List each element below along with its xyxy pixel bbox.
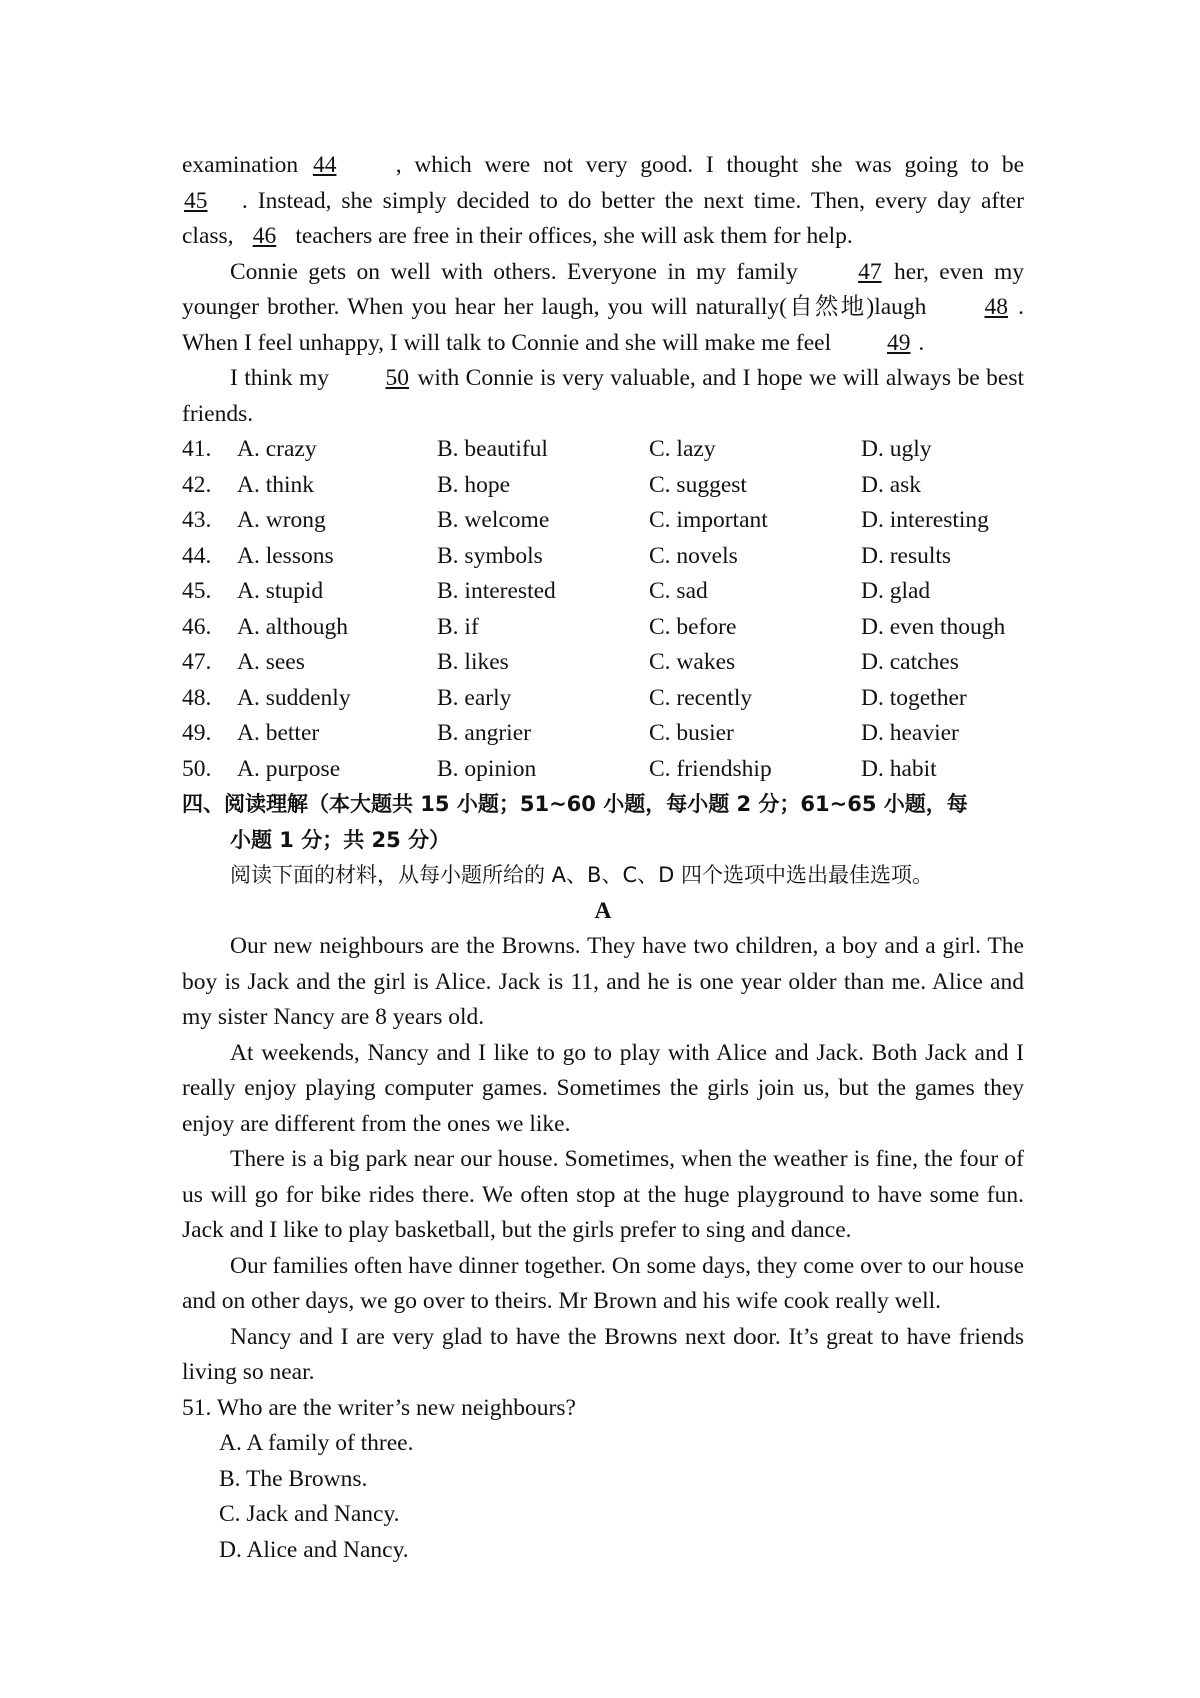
option-a: A. think: [237, 471, 315, 498]
blank-46: 46: [252, 223, 277, 249]
option-row-43: [182, 503, 1024, 539]
option-b: B. beautiful: [437, 436, 548, 462]
option-a: A. better: [237, 720, 320, 746]
cloze-text: Connie gets on well with others. Everyone in my family: [230, 258, 809, 285]
question-number: 50.: [182, 755, 212, 782]
cloze-line-1: [182, 148, 1024, 184]
option-d: D. ask: [861, 471, 922, 498]
option-c: C. sad: [649, 578, 708, 604]
option-d: D. ugly: [861, 436, 932, 462]
passage-paragraph-4: Our families often have dinner together. On some days, they come over to our house and on other days, we go over to theirs. Mr Brown and his wife cook really well.: [182, 1252, 1024, 1314]
option-d: D. habit: [861, 755, 937, 782]
option-b: B. symbols: [437, 542, 543, 569]
option-d: D. even though: [861, 613, 1006, 640]
option-b: B. The Browns.: [219, 1465, 368, 1492]
option-d: D. together: [861, 684, 967, 711]
cloze-text: her, even my younger brother. When you hear her laugh, you will naturally(自然地)laugh: [182, 258, 1024, 320]
question-number: 47.: [182, 649, 212, 675]
option-c: C. Jack and Nancy.: [219, 1501, 400, 1527]
passage-paragraph-3: There is a big park near our house. Sometimes, when the weather is fine, the four of us will go for bike rides there. We often stop at the huge playground to have some fun. Jack and I like to play basketball, but the girls prefer to sing and dance.: [182, 1146, 1024, 1243]
cloze-text: with Connie is very valuable, and I hope we will always be best friends.: [182, 365, 1024, 427]
option-c: C. before: [649, 613, 737, 640]
option-row-41: [182, 432, 1024, 468]
option-a: A. sees: [237, 649, 305, 675]
passage-paragraph-1: Our new neighbours are the Browns. They have two children, a boy and a girl. The boy is Jack and the girl is Alice. Jack is 11, and he is one year older than me. Alice and my sister Nancy are 8 years old.: [182, 933, 1024, 1030]
cloze-text: .: [912, 329, 925, 356]
question-number: 45.: [182, 578, 212, 604]
blank-44: 44: [312, 152, 337, 178]
option-d: D. interesting: [861, 507, 989, 533]
option-a: A. stupid: [237, 578, 324, 604]
passage-letter: A: [594, 897, 612, 924]
question-number: 49.: [182, 720, 212, 746]
option-a: A. crazy: [237, 436, 317, 462]
cloze-paragraph-3: [182, 361, 1024, 432]
option-a: A. although: [237, 613, 348, 640]
cloze-text: . When I feel unhappy, I will talk to Connie and she will make me feel: [182, 294, 1024, 356]
page-content: [182, 148, 1024, 1568]
option-d: D. catches: [861, 649, 959, 675]
blank-50: 50: [385, 365, 409, 391]
option-d: D. heavier: [861, 720, 959, 746]
option-b: B. if: [437, 613, 479, 640]
option-c: C. lazy: [649, 436, 716, 462]
cloze-options: [182, 432, 1024, 787]
option-c: C. suggest: [649, 471, 747, 498]
cloze-text: examination: [182, 152, 311, 178]
cloze-line-2: [182, 184, 1024, 220]
option-row-46: [182, 610, 1024, 646]
option-a: A. wrong: [237, 507, 326, 533]
cloze-text: , which were not very good. I thought she was going to be: [382, 152, 1024, 178]
question-number: 46.: [182, 613, 212, 640]
cloze-text: class,: [182, 223, 240, 249]
option-d: D. glad: [861, 578, 931, 604]
cloze-line-3: [182, 219, 1024, 255]
blank-48: 48: [984, 294, 1009, 320]
question-number: 42.: [182, 471, 212, 498]
blank-47: 47: [858, 258, 882, 285]
option-row-50: [182, 752, 1024, 788]
section-instruction: 阅读下面的材料，从每小题所给的 A、B、C、D 四个选项中选出最佳选项。: [230, 863, 933, 887]
passage-paragraph-2: At weekends, Nancy and I like to go to play with Alice and Jack. Both Jack and I really enjoy playing computer games. Sometimes the girls join us, but the games they enjoy are different from the ones we like.: [182, 1039, 1024, 1137]
cloze-text: . Instead, she simply decided to do better the next time. Then, every day after: [232, 187, 1024, 214]
option-b: B. opinion: [437, 755, 537, 782]
option-d: D. Alice and Nancy.: [219, 1536, 409, 1563]
option-b: B. likes: [437, 649, 509, 675]
option-b: B. interested: [437, 578, 556, 604]
question-number: 44.: [182, 542, 212, 569]
cloze-paragraph-1: [182, 148, 1024, 255]
option-a: A. A family of three.: [219, 1430, 414, 1456]
cloze-text: I think my: [230, 365, 336, 391]
option-a: A. lessons: [237, 542, 334, 569]
option-row-45: [182, 574, 1024, 610]
section-heading-line-1: 四、阅读理解（本大题共 15 小题；51~60 小题，每小题 2 分；61~65 小题，每: [182, 792, 968, 816]
question-51: 51. Who are the writer’s new neighbours?: [182, 1394, 576, 1421]
section-heading-line-2: 小题 1 分；共 25 分）: [230, 827, 451, 852]
option-b: B. hope: [437, 471, 511, 498]
option-c: C. busier: [649, 720, 734, 746]
option-c: C. novels: [649, 542, 738, 569]
option-row-49: [182, 716, 1024, 752]
option-a: A. purpose: [237, 755, 341, 782]
question-number: 41.: [182, 436, 212, 462]
question-number: 43.: [182, 507, 212, 533]
blank-49: 49: [886, 329, 911, 356]
question-51-options: [182, 1426, 1024, 1568]
cloze-text: teachers are free in their offices, she will ask them for help.: [289, 223, 853, 249]
option-d: D. results: [861, 542, 952, 569]
option-c: C. recently: [649, 684, 753, 711]
option-b: B. welcome: [437, 507, 550, 533]
option-row-48: [182, 681, 1024, 717]
option-c: C. wakes: [649, 649, 736, 675]
blank-45: 45: [184, 187, 208, 214]
cloze-paragraph-2: [182, 255, 1024, 362]
option-row-44: [182, 539, 1024, 575]
option-b: B. early: [437, 684, 512, 711]
option-c: C. friendship: [649, 755, 772, 782]
option-row-47: [182, 645, 1024, 681]
option-c: C. important: [649, 507, 768, 533]
option-b: B. angrier: [437, 720, 531, 746]
question-number: 48.: [182, 684, 212, 711]
option-row-42: [182, 468, 1024, 504]
option-a: A. suddenly: [237, 684, 351, 711]
section-heading: [182, 787, 1024, 858]
passage-paragraph-5: Nancy and I are very glad to have the Browns next door. It’s great to have friends living so near.: [182, 1323, 1024, 1385]
